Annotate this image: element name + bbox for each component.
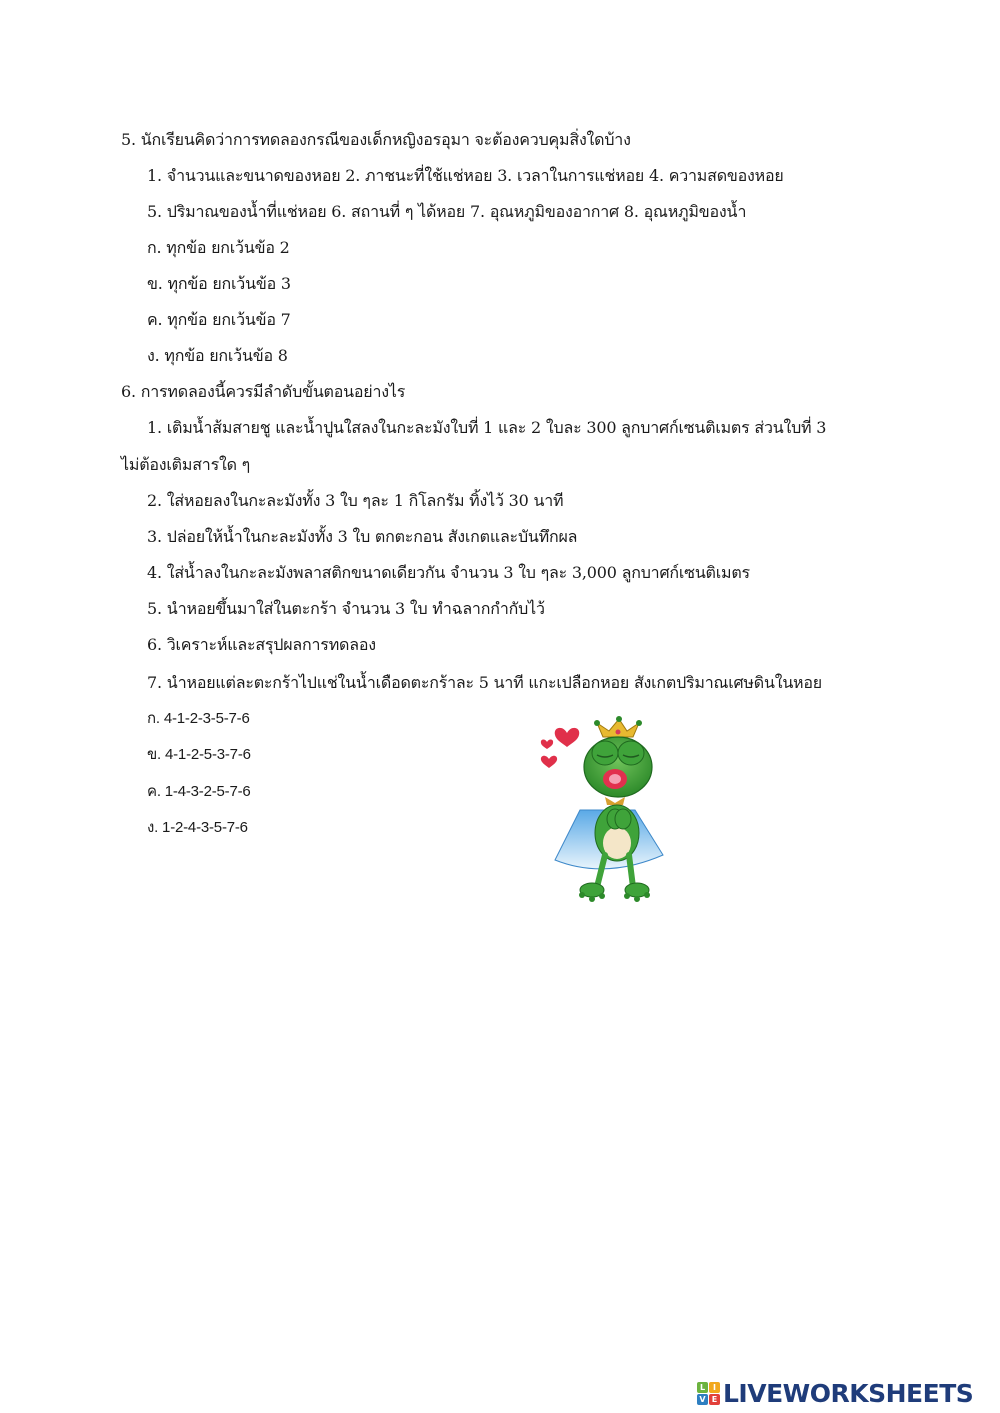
question-6-step-4: 4. ใส่น้ำลงในกะละมังพลาสติกขนาดเดียวกัน จำนวน 3 ใบ ๆละ 3,000 ลูกบาศก์เซนติเมตร [147,563,750,582]
liveworksheets-logo[interactable] [697,1378,973,1408]
question-6-step-2: 2. ใส่หอยลงในกะละมังทั้ง 3 ใบ ๆละ 1 กิโลกรัม ทิ้งไว้ 30 นาที [147,491,564,510]
question-6-step-7: 7. นำหอยแต่ละตะกร้าไปแช่ในน้ำเดือดตะกร้าละ 5 นาที แกะเปลือกหอย สังเกตปริมาณเศษดินในหอย [147,673,822,692]
question-5-prompt: 5. นักเรียนคิดว่าการทดลองกรณีของเด็กหญิงอรอุมา จะต้องควบคุมสิ่งใดบ้าง [121,130,631,149]
logo-tile-e: E [709,1394,720,1405]
question-6-step-1-continued: ไม่ต้องเติมสารใด ๆ [121,455,251,474]
question-6-step-1: 1. เติมน้ำส้มสายชู และน้ำปูนใสลงในกะละมังใบที่ 1 และ 2 ใบละ 300 ลูกบาศก์เซนติเมตร ส่วนใบที่ 3 [147,418,827,437]
question-5-choice-a[interactable]: ก. ทุกข้อ ยกเว้นข้อ 2 [147,238,290,257]
question-6-step-3: 3. ปล่อยให้น้ำในกะละมังทั้ง 3 ใบ ตกตะกอน สังเกตและบันทึกผล [147,527,578,546]
question-5-choice-b[interactable]: ข. ทุกข้อ ยกเว้นข้อ 3 [147,274,291,293]
logo-text: LIVEWORKSHEETS [723,1378,974,1408]
question-6-choice-a[interactable]: ก. 4-1-2-3-5-7-6 [147,710,250,727]
question-6-choice-d[interactable]: ง. 1-2-4-3-5-7-6 [147,819,248,836]
logo-tile-v: V [697,1394,708,1405]
question-6-step-6: 6. วิเคราะห์และสรุปผลการทดลอง [147,635,376,654]
logo-tiles-icon [697,1382,720,1405]
logo-tile-l: L [697,1382,708,1393]
question-6-choice-c[interactable]: ค. 1-4-3-2-5-7-6 [147,783,251,800]
frog-prince-illustration [535,715,675,905]
logo-tile-i: I [709,1382,720,1393]
question-6-choice-b[interactable]: ข. 4-1-2-5-3-7-6 [147,746,251,763]
question-5-items-line-2: 5. ปริมาณของน้ำที่แช่หอย 6. สถานที่ ๆ ได้หอย 7. อุณหภูมิของอากาศ 8. อุณหภูมิของน้ำ [147,202,747,221]
question-5-choice-d[interactable]: ง. ทุกข้อ ยกเว้นข้อ 8 [147,346,288,365]
question-6-prompt: 6. การทดลองนี้ควรมีลำดับขั้นตอนอย่างไร [121,382,406,401]
frog-prince-with-hearts-icon [535,715,675,905]
question-5-choice-c[interactable]: ค. ทุกข้อ ยกเว้นข้อ 7 [147,310,291,329]
question-5-items-line-1: 1. จำนวนและขนาดของหอย 2. ภาชนะที่ใช้แช่หอย 3. เวลาในการแช่หอย 4. ความสดของหอย [147,166,784,185]
question-6-step-5: 5. นำหอยขึ้นมาใส่ในตะกร้า จำนวน 3 ใบ ทำฉลากกำกับไว้ [147,599,545,618]
